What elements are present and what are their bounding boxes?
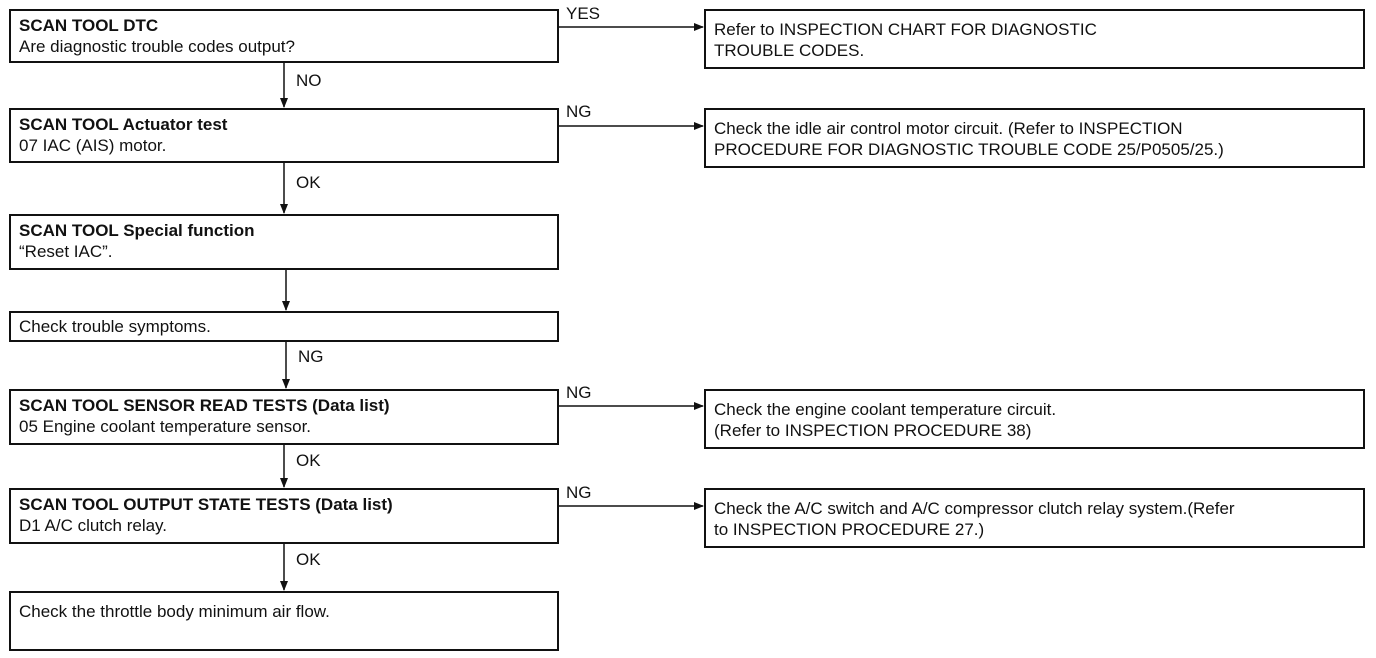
- step-body: Check the throttle body minimum air flow.: [19, 602, 330, 621]
- flow-label-ok: OK: [296, 451, 321, 470]
- outcome-line: Check the A/C switch and A/C compressor clutch relay system.(Refer: [714, 499, 1235, 518]
- branch-label-ng: NG: [566, 483, 592, 502]
- flow-label-ng: NG: [298, 347, 324, 366]
- outcome-line: PROCEDURE FOR DIAGNOSTIC TROUBLE CODE 25/P0505/25.): [714, 140, 1224, 159]
- outcome-line: to INSPECTION PROCEDURE 27.): [714, 520, 985, 539]
- step-title: SCAN TOOL Actuator test: [19, 115, 228, 134]
- outcome-line: Check the engine coolant temperature circuit.: [714, 400, 1057, 419]
- outcome-line: (Refer to INSPECTION PROCEDURE 38): [714, 421, 1032, 440]
- step-title: SCAN TOOL Special function: [19, 221, 255, 240]
- flow-label-no: NO: [296, 71, 322, 90]
- step-title: SCAN TOOL SENSOR READ TESTS (Data list): [19, 396, 390, 415]
- step-body: “Reset IAC”.: [19, 242, 113, 261]
- step-body: 07 IAC (AIS) motor.: [19, 136, 167, 155]
- branch-label-ng: NG: [566, 102, 592, 121]
- step-body: Are diagnostic trouble codes output?: [19, 37, 295, 56]
- branch-label-ng: NG: [566, 383, 592, 402]
- step-title: SCAN TOOL DTC: [19, 16, 159, 35]
- flow-label-ok: OK: [296, 173, 321, 192]
- step-body: Check trouble symptoms.: [19, 317, 211, 336]
- outcome-line: Refer to INSPECTION CHART FOR DIAGNOSTIC: [714, 20, 1097, 39]
- step-body: 05 Engine coolant temperature sensor.: [19, 417, 312, 436]
- step-title: SCAN TOOL OUTPUT STATE TESTS (Data list): [19, 495, 393, 514]
- outcome-line: Check the idle air control motor circuit. (Refer to INSPECTION: [714, 119, 1183, 138]
- flow-label-ok: OK: [296, 550, 321, 569]
- outcome-line: TROUBLE CODES.: [714, 41, 865, 60]
- step-body: D1 A/C clutch relay.: [19, 516, 168, 535]
- branch-label-yes: YES: [566, 4, 601, 23]
